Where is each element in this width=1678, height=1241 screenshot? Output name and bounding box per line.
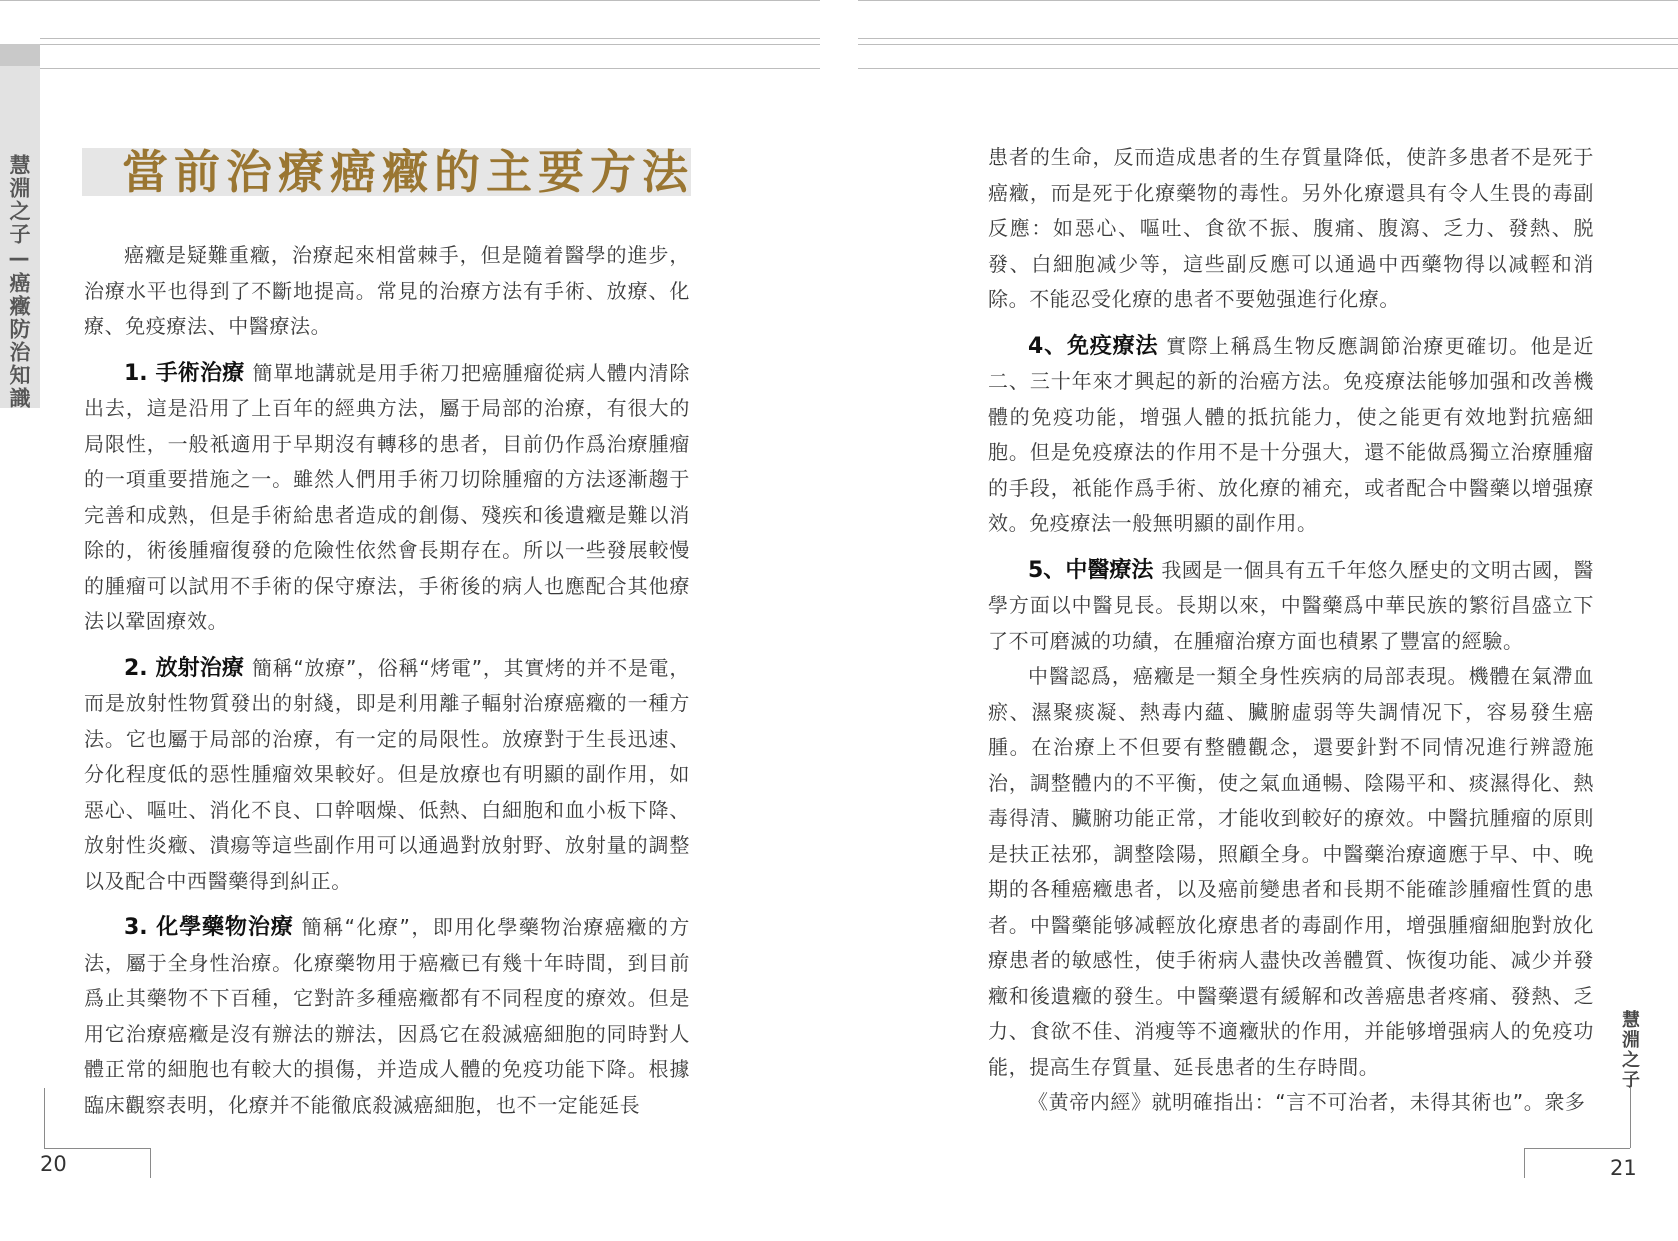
section-tcm: [988, 553, 1594, 660]
section-body: 簡單地講就是用手術刀把癌腫瘤從病人體内清除出去，這是沿用了上百年的經典方法，屬于局部的治療，有很大的局限性，一般衹適用于早期沒有轉移的患者，目前仍作爲治療腫瘤的一項重要措施之一。雖然人們用手術刀切除腫瘤的方法逐漸趨于完善和成熟，但是手術給患者造成的創傷、殘疾和後遺癥是難以消除的，術後腫瘤復發的危險性依然會長期存在。所以一些發展較慢的腫瘤可以試用不手術的保守療法，手術後的病人也應配合其他療法以鞏固療效。: [84, 360, 690, 633]
top-rule-left-4: [40, 68, 820, 69]
top-rule-right-2: [858, 38, 1678, 39]
section-body: 簡稱“放療”，俗稱“烤電”，其實烤的并不是電，而是放射性物質發出的射綫，即是利用離子輻射治療癌癥的一種方法。它也屬于局部的治療，有一定的局限性。放療對于生長迅速、分化程度低的惡性腫瘤效果較好。但是放療也有明顯的副作用，如惡心、嘔吐、消化不良、口幹咽燥、低熱、白細胞和血小板下降、放射性炎癥、潰瘍等這些副作用可以通過對放射野、放射量的調整以及配合中西醫藥得到糾正。: [84, 655, 691, 893]
section-immunotherapy: [988, 329, 1594, 542]
section-chemo: [84, 910, 690, 1123]
section-heading: 2. 放射治療: [124, 655, 244, 681]
section-body: 簡稱“化療”，即用化學藥物治療癌癥的方法，屬于全身性治療。化療藥物用于癌癥已有幾十年時間，到目前爲止其藥物不下百種，它對許多種癌癥都有不同程度的療效。但是用它治療癌癥是沒有辦法的辦法，因爲它在殺滅癌細胞的同時對人體正常的細胞也有較大的損傷，并造成人體的免疫功能下降。根據臨床觀察表明，化療并不能徹底殺滅癌細胞，也不一定能延長: [84, 915, 690, 1117]
section-surgery: [84, 356, 690, 640]
tcm-paragraph: 中醫認爲，癌癥是一類全身性疾病的局部表現。機體在氣滯血瘀、濕聚痰凝、熱毒内蘊、臟腑虛弱等失調情况下，容易發生癌腫。在治療上不但要有整體觀念，還要針對不同情况進行辨證施治，調整體内的不平衡，使之氣血通暢、陰陽平和、痰濕得化、熱毒得清、臟腑功能正常，才能收到較好的療效。中醫抗腫瘤的原則是扶正祛邪，調整陰陽，照顧全身。中醫藥治療適應于早、中、晚期的各種癌癥患者，以及癌前變患者和長期不能確診腫瘤性質的患者。中醫藥能够减輕放化療患者的毒副作用，增强腫瘤細胞對放化療患者的敏感性，使手術病人盡快改善體質、恢復功能、减少并發癥和後遺癥的發生。中醫藥還有緩解和改善癌患者疼痛、發熱、乏力、食欲不佳、消瘦等不適癥狀的作用，并能够增强病人的免疫功能，提高生存質量、延長患者的生存時間。: [988, 664, 1594, 1079]
page-number-right: 21: [1610, 1156, 1637, 1180]
top-rule-left-3: [40, 44, 820, 45]
side-tab-right-text: 慧淵之子: [1619, 1010, 1640, 1090]
section-body: 我國是一個具有五千年悠久歷史的文明古國，醫學方面以中醫見長。長期以來，中醫藥爲中華民族的繁衍昌盛立下了不可磨滅的功績，在腫瘤治療方面也積累了豐富的經驗。: [988, 557, 1594, 653]
huangdi-paragraph: 《黄帝内經》就明確指出：“言不可治者，未得其術也”。衆多: [1028, 1090, 1586, 1114]
section-radiation: [84, 651, 690, 900]
continuation-paragraph: 患者的生命，反而造成患者的生存質量降低，使許多患者不是死于癌癥，而是死于化療藥物的毒性。另外化療還具有令人生畏的毒副反應：如惡心、嘔吐、食欲不振、腹痛、腹瀉、乏力、發熱、脱發、白細胞减少等，這些副反應可以通過中西藥物得以减輕和消除。不能忍受化療的患者不要勉强進行化療。: [988, 145, 1594, 311]
corner-mark-right-h: [1524, 1148, 1630, 1149]
section-body: 實際上稱爲生物反應調節治療更確切。他是近二、三十年來才興起的新的治癌方法。免疫療法能够加强和改善機體的免疫功能，增强人體的抵抗能力，使之能更有效地對抗癌細胞。但是免疫療法的作用不是十分强大，還不能做爲獨立治療腫瘤的手段，衹能作爲手術、放化療的補充，或者配合中醫藥以增强療效。免疫療法一般無明顯的副作用。: [988, 333, 1595, 535]
corner-mark-right-v2: [1524, 1148, 1525, 1178]
corner-mark-left-v1: [44, 1088, 45, 1148]
section-heading: 3. 化學藥物治療: [124, 915, 294, 940]
corner-mark-right-v1: [1630, 1088, 1631, 1148]
intro-paragraph: 癌癥是疑難重癥，治療起來相當棘手，但是隨着醫學的進步，治療水平也得到了不斷地提高。常見的治療方法有手術、放療、化療、免疫療法、中醫療法。: [84, 243, 690, 338]
left-column: [84, 238, 690, 1123]
section-heading: 5、中醫療法: [1028, 557, 1154, 583]
top-rule-right-1: [858, 0, 1678, 1]
side-tab-cap: [0, 44, 40, 68]
page-title: 當前治療癌癥的主要方法: [122, 145, 694, 199]
top-rule-right-4: [858, 68, 1678, 69]
side-tab-left-text: 慧淵之子—癌癥防治知識: [7, 154, 31, 410]
page-number-left: 20: [40, 1152, 67, 1176]
section-heading: 1. 手術治療: [124, 360, 245, 386]
corner-mark-left-v2: [150, 1148, 151, 1178]
right-column: [988, 140, 1594, 1121]
top-rule-right-3: [858, 44, 1678, 45]
top-rule-left-1: [0, 0, 820, 1]
corner-mark-left-h: [44, 1148, 150, 1149]
top-rule-left-2: [40, 38, 820, 39]
section-heading: 4、免疫療法: [1028, 333, 1159, 359]
